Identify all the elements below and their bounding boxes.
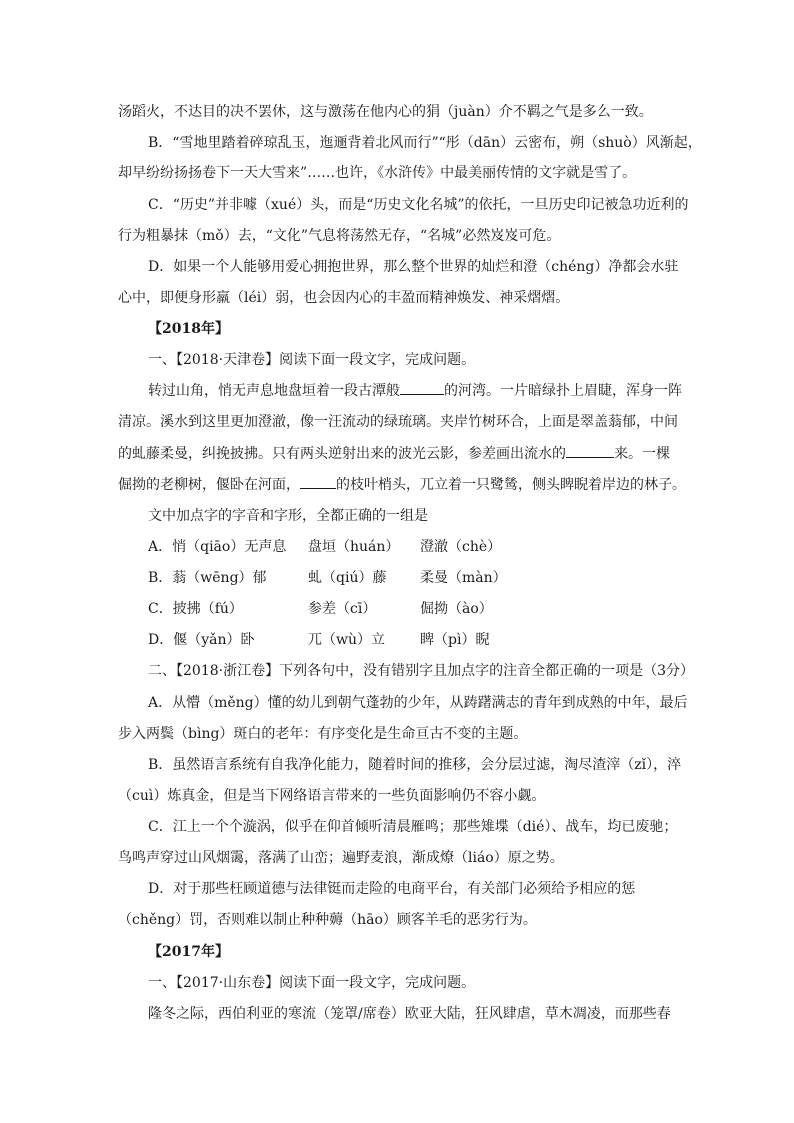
choice-b: B．蓊（wēng）郁 虬（qiú）藤 柔曼（màn） [148,570,507,586]
choice-d: D．偃（yǎn）卧 兀（wù）立 睥（pì）睨 [148,632,490,648]
choice-c: C．披拂（fú） 参差（cī） 倔拗（ào） [148,601,493,617]
passage-line-2: 清凉。溪水到这里更加澄澈，像一汪流动的绿琉璃。夹岸竹树环合，上面是翠盖蓊郁，中间 [118,414,678,430]
section-heading-2017: 【2017年】 [148,944,229,960]
fill-blank [566,443,614,458]
option-c-line-1: C．“历史”并非噱（xué）头，而是“历史文化名城”的依托，一旦历史印记被急功近利的 [148,197,689,213]
option-d-line-2: 心中，即便身形羸（léi）弱，也会因内心的丰盈而精神焕发、神采熠熠。 [118,290,570,306]
option-d-line-1: D．如果一个人能够用爱心拥抱世界，那么整个世界的灿烂和澄（chéng）净都会水驻 [148,259,679,275]
choice-a: A．悄（qiāo）无声息 盘垣（huán） 澄澈（chè） [148,539,502,555]
fill-blank [300,474,336,489]
q2-option-c-line-2: 鸟鸣声穿过山风烟霭，落满了山峦；遍野麦浪，渐成燎（liáo）原之势。 [118,850,564,866]
passage-2-line-1: 隆冬之际，西伯利亚的寒流（笼罩/席卷）欧亚大陆，狂风肆虐，草木凋凌，而那些春 [148,1006,671,1022]
question-2-heading: 二、【2018·浙江卷】下列各句中，没有错别字且加点字的注音全都正确的一项是（3分） [148,663,694,679]
option-c-line-2: 行为粗暴抹（mǒ）去，“文化”气息将荡然无存，“名城”必然岌岌可危。 [118,228,561,244]
q2-option-c-line-1: C．江上一个个漩涡，似乎在仰首倾听清晨雁鸣；那些雉堞（dié）、战车，均已废驰； [148,819,678,835]
option-b-line-2: 却早纷纷扬扬卷下一天大雪来”……也许，《水浒传》中最美丽传情的文字就是雪了。 [118,165,637,181]
section-heading-2018: 【2018年】 [148,321,229,337]
passage-line-4: 倔拗的老柳树，偃卧在河面， 的枝叶梢头，兀立着一只鹭鸶，侧头睥睨着岸边的林子。 [0,474,794,496]
passage-line-1: 转过山角，悄无声息地盘垣着一段古潭般 的河湾。一片暗绿扑上眉睫，浑身一阵 [0,380,794,402]
q2-option-b-line-2: （cuì）炼真金，但是当下网络语言带来的一些负面影响仍不容小觑。 [118,788,546,804]
q2-option-b-line-1: B．虽然语言系统有自我净化能力，随着时间的推移，会分层过滤，淘尽渣滓（zǐ），淬 [148,757,682,773]
text-line: 汤蹈火，不达目的决不罢休，这与激荡在他内心的狷（juàn）介不羁之气是多么一致。 [118,104,653,120]
question-prompt: 文中加点字的字音和字形，全都正确的一组是 [148,508,428,524]
fill-blank [400,380,444,395]
q2-option-d-line-1: D．对于那些枉顾道德与法律铤而走险的电商平台，有关部门必须给予相应的惩 [148,881,636,897]
option-b-line-1: B．“雪地里踏着碎琼乱玉，迤逦背着北风而行”“彤（dān）云密布，朔（shuò）风渐起， [148,135,702,151]
question-3-heading: 一、【2017·山东卷】阅读下面一段文字，完成问题。 [148,975,476,991]
question-1-heading: 一、【2018·天津卷】阅读下面一段文字，完成问题。 [148,352,476,368]
q2-option-d-line-2: （chěng）罚，否则难以制止种种薅（hāo）顾客羊毛的恶劣行为。 [118,912,537,928]
q2-option-a-line-2: 步入两鬓（bìng）斑白的老年：有序变化是生命亘古不变的主题。 [118,726,528,742]
q2-option-a-line-1: A．从懵（měng）懂的幼儿到朝气蓬勃的少年，从踌躇满志的青年到成熟的中年，最后 [148,695,688,711]
passage-line-3: 的虬藤柔曼，纠挽披拂。只有两头逆射出来的波光云影，参差画出流水的 来。一棵 [0,443,794,465]
